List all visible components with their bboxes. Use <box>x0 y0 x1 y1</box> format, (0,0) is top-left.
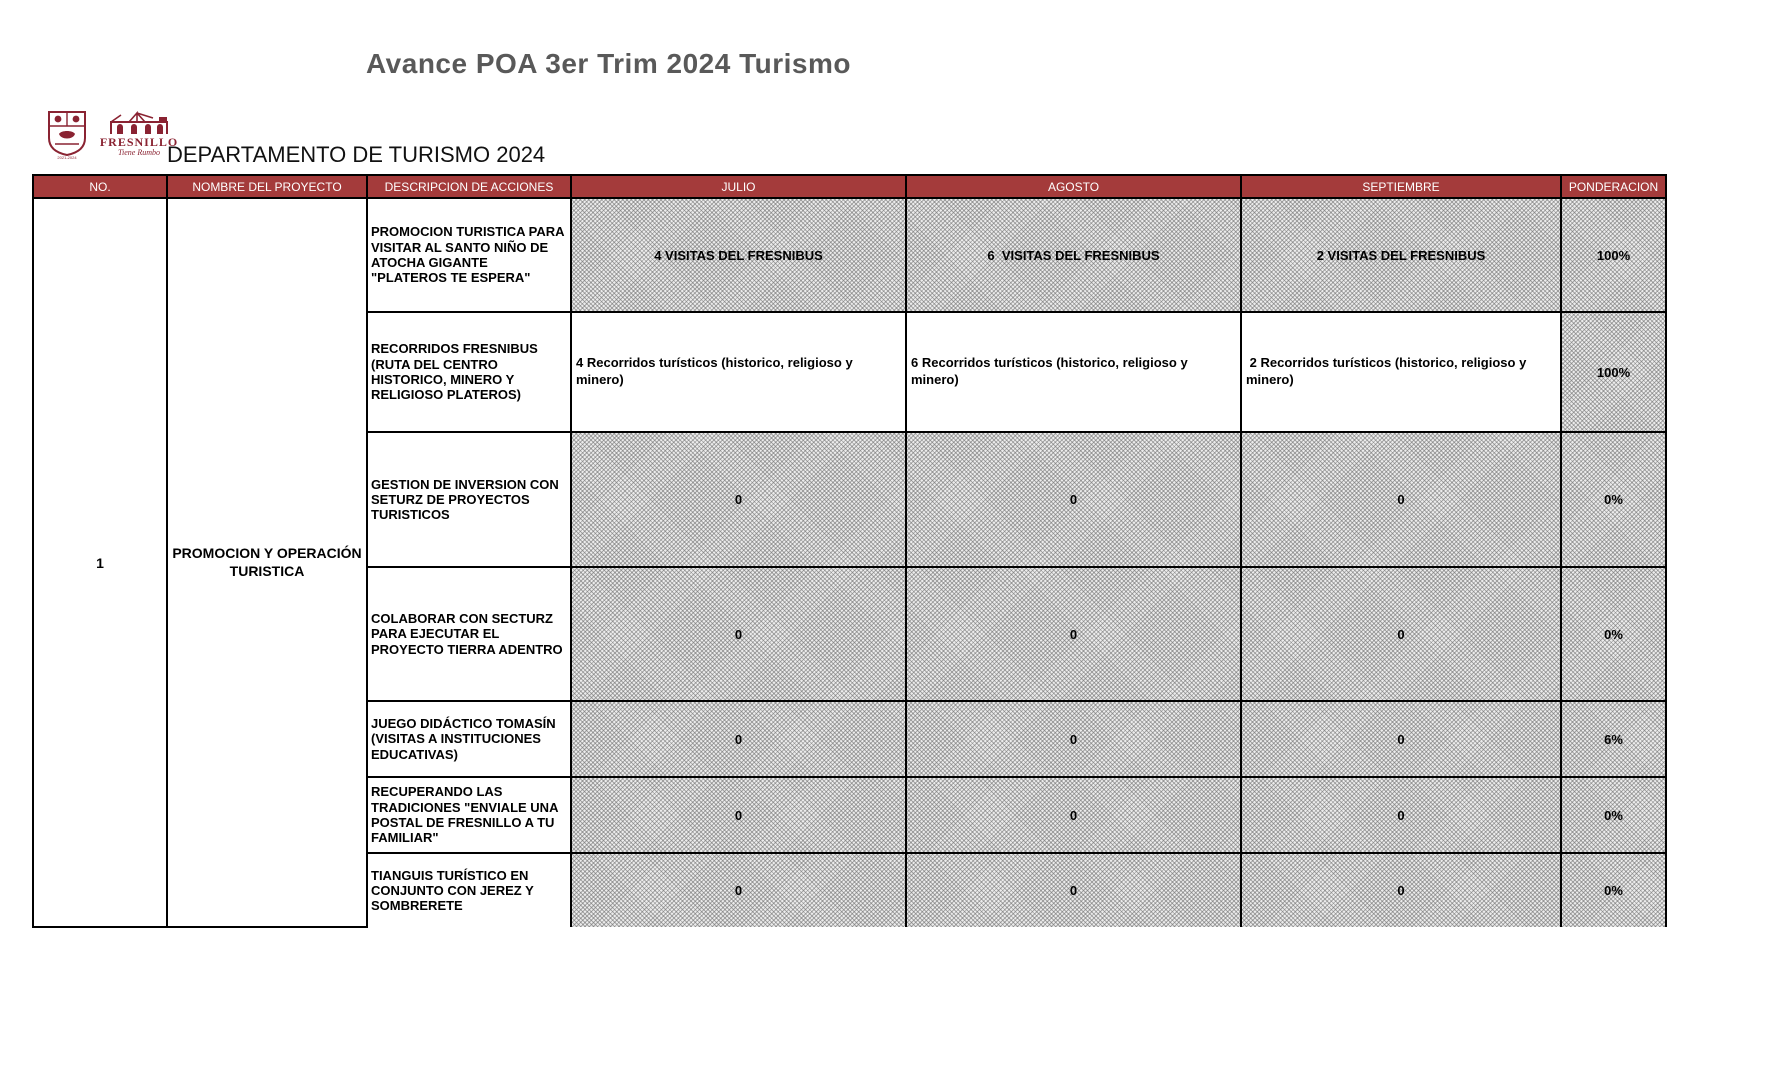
agosto-value: 0 <box>906 853 1241 927</box>
fresnillo-slogan: Tiene Rumbo <box>118 148 160 157</box>
fresnillo-building-icon <box>107 110 171 136</box>
julio-value: 0 <box>571 853 906 927</box>
action-description: JUEGO DIDÁCTICO TOMASÍN (VISITAS A INSTITUCIONES EDUCATIVAS) <box>367 701 571 777</box>
agosto-value: 0 <box>906 432 1241 567</box>
julio-value: 4 Recorridos turísticos (historico, religioso y minero) <box>571 312 906 432</box>
agosto-value: 6 VISITAS DEL FRESNIBUS <box>906 198 1241 312</box>
ponderacion-value: 0% <box>1561 567 1666 701</box>
poa-table <box>32 174 1667 928</box>
logo-group <box>44 110 179 166</box>
action-description: GESTION DE INVERSION CON SETURZ DE PROYECTOS TURISTICOS <box>367 432 571 567</box>
julio-value: 4 VISITAS DEL FRESNIBUS <box>571 198 906 312</box>
agosto-value: 0 <box>906 567 1241 701</box>
action-description: PROMOCION TURISTICA PARA VISITAR AL SANTO NIÑO DE ATOCHA GIGANTE "PLATEROS TE ESPERA" <box>367 198 571 312</box>
action-description: TIANGUIS TURÍSTICO EN CONJUNTO CON JEREZ Y SOMBRERETE <box>367 853 571 927</box>
action-description: RECUPERANDO LAS TRADICIONES "ENVIALE UNA POSTAL DE FRESNILLO A TU FAMILIAR" <box>367 777 571 853</box>
ponderacion-value: 100% <box>1561 198 1666 312</box>
septiembre-value: 0 <box>1241 777 1561 853</box>
crest-caption: 2021-2024 <box>57 155 77 160</box>
julio-value: 0 <box>571 432 906 567</box>
septiembre-value: 0 <box>1241 701 1561 777</box>
action-description: RECORRIDOS FRESNIBUS (RUTA DEL CENTRO HISTORICO, MINERO Y RELIGIOSO PLATEROS) <box>367 312 571 432</box>
column-header-nombre-proyecto: NOMBRE DEL PROYECTO <box>167 175 367 198</box>
column-header-septiembre: SEPTIEMBRE <box>1241 175 1561 198</box>
action-description: COLABORAR CON SECTURZ PARA EJECUTAR EL PROYECTO TIERRA ADENTRO <box>367 567 571 701</box>
column-header-descripcion-acciones: DESCRIPCION DE ACCIONES <box>367 175 571 198</box>
column-header-agosto: AGOSTO <box>906 175 1241 198</box>
column-header-no: NO. <box>33 175 167 198</box>
project-name-cell: PROMOCION Y OPERACIÓN TURISTICA <box>167 198 367 927</box>
column-header-ponderacion: PONDERACION <box>1561 175 1666 198</box>
page-title: Avance POA 3er Trim 2024 Turismo <box>366 48 851 79</box>
table-row <box>33 198 1666 312</box>
ponderacion-value: 6% <box>1561 701 1666 777</box>
julio-value: 0 <box>571 777 906 853</box>
fresnillo-wordmark: FRESNILLO <box>99 135 179 149</box>
julio-value: 0 <box>571 567 906 701</box>
ponderacion-value: 0% <box>1561 777 1666 853</box>
municipal-crest-logo <box>44 110 90 166</box>
septiembre-value: 2 VISITAS DEL FRESNIBUS <box>1241 198 1561 312</box>
ponderacion-value: 100% <box>1561 312 1666 432</box>
column-header-julio: JULIO <box>571 175 906 198</box>
septiembre-value: 0 <box>1241 853 1561 927</box>
fresnillo-logo <box>99 110 179 162</box>
septiembre-value: 0 <box>1241 567 1561 701</box>
septiembre-value: 2 Recorridos turísticos (historico, religioso y minero) <box>1241 312 1561 432</box>
septiembre-value: 0 <box>1241 432 1561 567</box>
agosto-value: 0 <box>906 701 1241 777</box>
table-header-row <box>33 175 1666 198</box>
ponderacion-value: 0% <box>1561 853 1666 927</box>
agosto-value: 0 <box>906 777 1241 853</box>
department-heading: DEPARTAMENTO DE TURISMO 2024 <box>167 142 546 167</box>
agosto-value: 6 Recorridos turísticos (historico, religioso y minero) <box>906 312 1241 432</box>
ponderacion-value: 0% <box>1561 432 1666 567</box>
project-number-cell: 1 <box>33 198 167 927</box>
crest-icon <box>47 110 87 156</box>
julio-value: 0 <box>571 701 906 777</box>
